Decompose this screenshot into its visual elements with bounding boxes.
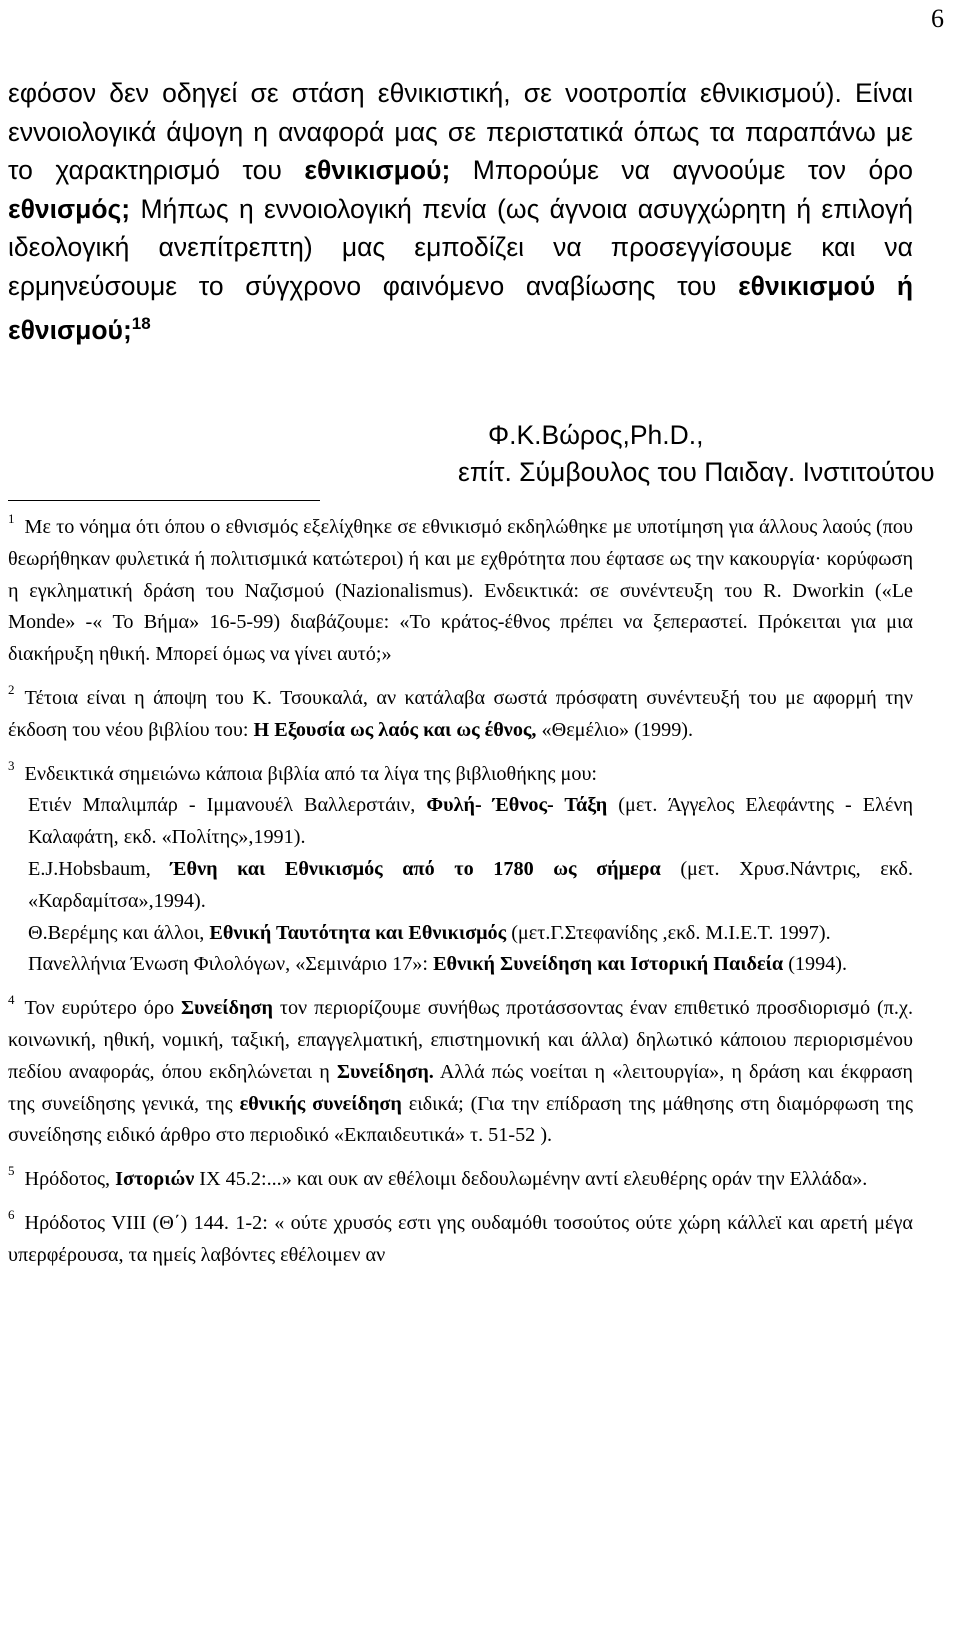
footnote-intro: Ενδεικτικά σημειώνω κάποια βιβλία από τα λίγα της βιβλιοθήκης μου: <box>24 762 598 785</box>
page-number: 6 <box>931 4 944 33</box>
reference-authors: E.J.Hobsbaum, <box>28 857 171 880</box>
body-text-3: Μήπως η εννοιολογική πενία (ως άγνοια ασυγχώρητη ή επιλογή ιδεολογική ανεπίτρεπτη) μας εμποδίζει να προσεγγίσουμε και να ερμηνεύσουμε το σύγχρονο φαινόμενο αναβίωσης του <box>8 193 913 301</box>
book-title: Έθνη και Εθνικισμός από το 1780 ως σήμερα <box>170 857 661 880</box>
footnote-text: Ηρόδοτος, <box>24 1168 116 1191</box>
footnote-divider <box>8 500 320 501</box>
body-paragraph <box>8 74 913 349</box>
reference-3 <box>8 918 913 950</box>
footnotes <box>8 512 913 1272</box>
footnote-number: 6 <box>8 1207 15 1223</box>
reference-details: (μετ. Χρυσ.Νάντρις, εκδ. «Καρδαμίτσα»,1994). <box>28 857 913 912</box>
footnote-text: ΙΧ 45.2:...» και ουκ αν εθέλοιμι δεδουλωμένην αντί ελευθέρης οράν την Ελλάδα». <box>194 1168 868 1191</box>
footnote-5 <box>8 1164 913 1196</box>
reference-details: (μετ.Γ.Στεφανίδης ,εκδ. Μ.Ι.Ε.Τ. 1997). <box>506 921 831 944</box>
footnote-text: «Θεμέλιο» (1999). <box>536 718 694 741</box>
footnote-number: 1 <box>8 511 15 527</box>
term-ethniki-syneidisi: εθνικής συνείδηση <box>239 1092 402 1115</box>
reference-1 <box>8 790 913 854</box>
footnote-text: Τον ευρύτερο όρο <box>24 997 181 1020</box>
body-text-1: εφόσον δεν οδηγεί σε στάση εθνικιστική, σε νοοτροπία εθνικισμού). Είναι εννοιολογικά άψογη η αναφορά μας σε περιστατικά όπως τα παραπάνω με το χαρακτηρισμό του <box>8 78 913 185</box>
footnote-text: Με το νόημα ότι όπου ο εθνισμός εξελίχθηκε σε εθνικισμό εκδηλώθηκε με υποτίμηση για άλλους λαούς (που θεωρήθηκαν φυλετικά ή πολιτισμικά κατώτεροι) ή και με εχθρότητα που έφτασε ως την κακουργία· κορύφωση η εγκληματική δράση του Ναζισμού (Nazionalismus). Ενδεικτικά: σε συνέντευξη του R. Dworkin («Le Monde» -« Το Βήμα» 16-5-99) διαβάζουμε: «Το κράτος-έθνος πρέπει να ξεπεραστεί. Πρόκειται για μια διακήρυξη ηθική. Μπορεί όμως να γίνει αυτό;» <box>8 516 913 666</box>
reference-2 <box>8 854 913 918</box>
footnote-ref: 18 <box>131 314 151 333</box>
footnote-4 <box>8 993 913 1152</box>
term-ethnismos: εθνισμός; <box>8 193 131 224</box>
signature-title: επίτ. Σύμβουλος του Παιδαγ. Ινστιτούτου <box>458 457 935 487</box>
footnote-text: Τέτοια είναι η άποψη του Κ. Τσουκαλά, αν κατάλαβα σωστά πρόσφατη συνέντευξή του με αφορμή την έκδοση του νέου βιβλίου του: <box>8 686 913 741</box>
footnote-3 <box>8 759 913 982</box>
footnote-text: τον περιορίζουμε συνήθως προτάσσοντας έναν επιθετικό προσδιορισμό (π.χ. κοινωνική, ηθική, νομική, ταξική, επαγγελματική, επιστημονική και άλλα) δηλωτικό κάποιου περιορισμένου πεδίου αναφοράς, όπου εκδηλώνεται η <box>8 997 913 1083</box>
reference-details: (μετ. Άγγελος Ελεφάντης - Ελένη Καλαφάτη, εκδ. «Πολίτης»,1991). <box>28 794 914 849</box>
book-title: Η Εξουσία ως λαός και ως έθνος, <box>253 718 537 741</box>
footnote-text: Αλλά πώς νοείται η «λειτουργία», η δράση και έκφραση της συνείδησης γενικά, της <box>8 1060 913 1115</box>
footnote-text: ειδικά; (Για την επίδραση της μάθησης στη διαμόρφωση της συνείδησης ειδικό άρθρο στο περιοδικό «Εκπαιδευτικά» τ. 51-52 ). <box>8 1092 913 1147</box>
book-title: Εθνική Συνείδηση και Ιστορική Παιδεία <box>433 953 784 976</box>
term-syneidisi: Συνείδηση. <box>336 1060 434 1083</box>
reference-authors: Ετιέν Μπαλιμπάρ - Ιμμανουέλ Βαλλερστάιν, <box>28 794 427 817</box>
reference-authors: Πανελλήνια Ένωση Φιλολόγων, «Σεμινάριο 17»: <box>28 953 434 976</box>
term-closing-question: εθνικισμού ή εθνισμού; <box>8 270 914 345</box>
reference-authors: Θ.Βερέμης και άλλοι, <box>28 921 210 944</box>
footnote-2 <box>8 683 913 747</box>
reference-details: (1994). <box>783 953 848 976</box>
term-syneidisi: Συνείδηση <box>180 997 273 1020</box>
footnote-1 <box>8 512 913 671</box>
footnote-number: 3 <box>8 757 15 773</box>
signature-name: Φ.Κ.Βώρος,Ph.D., <box>488 420 704 450</box>
body-text-2: Μπορούμε να αγνοούμε τον όρο <box>450 155 914 185</box>
footnote-number: 5 <box>8 1163 15 1179</box>
book-title: Φυλή- Έθνος- Τάξη <box>426 794 608 817</box>
footnote-number: 2 <box>8 682 15 698</box>
footnote-text: Ηρόδοτος VIII (Θ΄) 144. 1-2: « ούτε χρυσός εστι γης ουδαμόθι τοσούτος ούτε χώρη κάλλεϊ και αρετή μέγα υπερφέρουσα, τα ημείς λαβόντες εθέλοιμεν αν <box>8 1211 913 1266</box>
book-title: Ιστοριών <box>115 1168 195 1191</box>
footnote-number: 4 <box>8 992 15 1008</box>
reference-4 <box>8 949 913 981</box>
book-title: Εθνική Ταυτότητα και Εθνικισμός <box>209 921 507 944</box>
footnote-6 <box>8 1208 913 1272</box>
term-ethnikismos: εθνικισμού; <box>304 155 451 185</box>
